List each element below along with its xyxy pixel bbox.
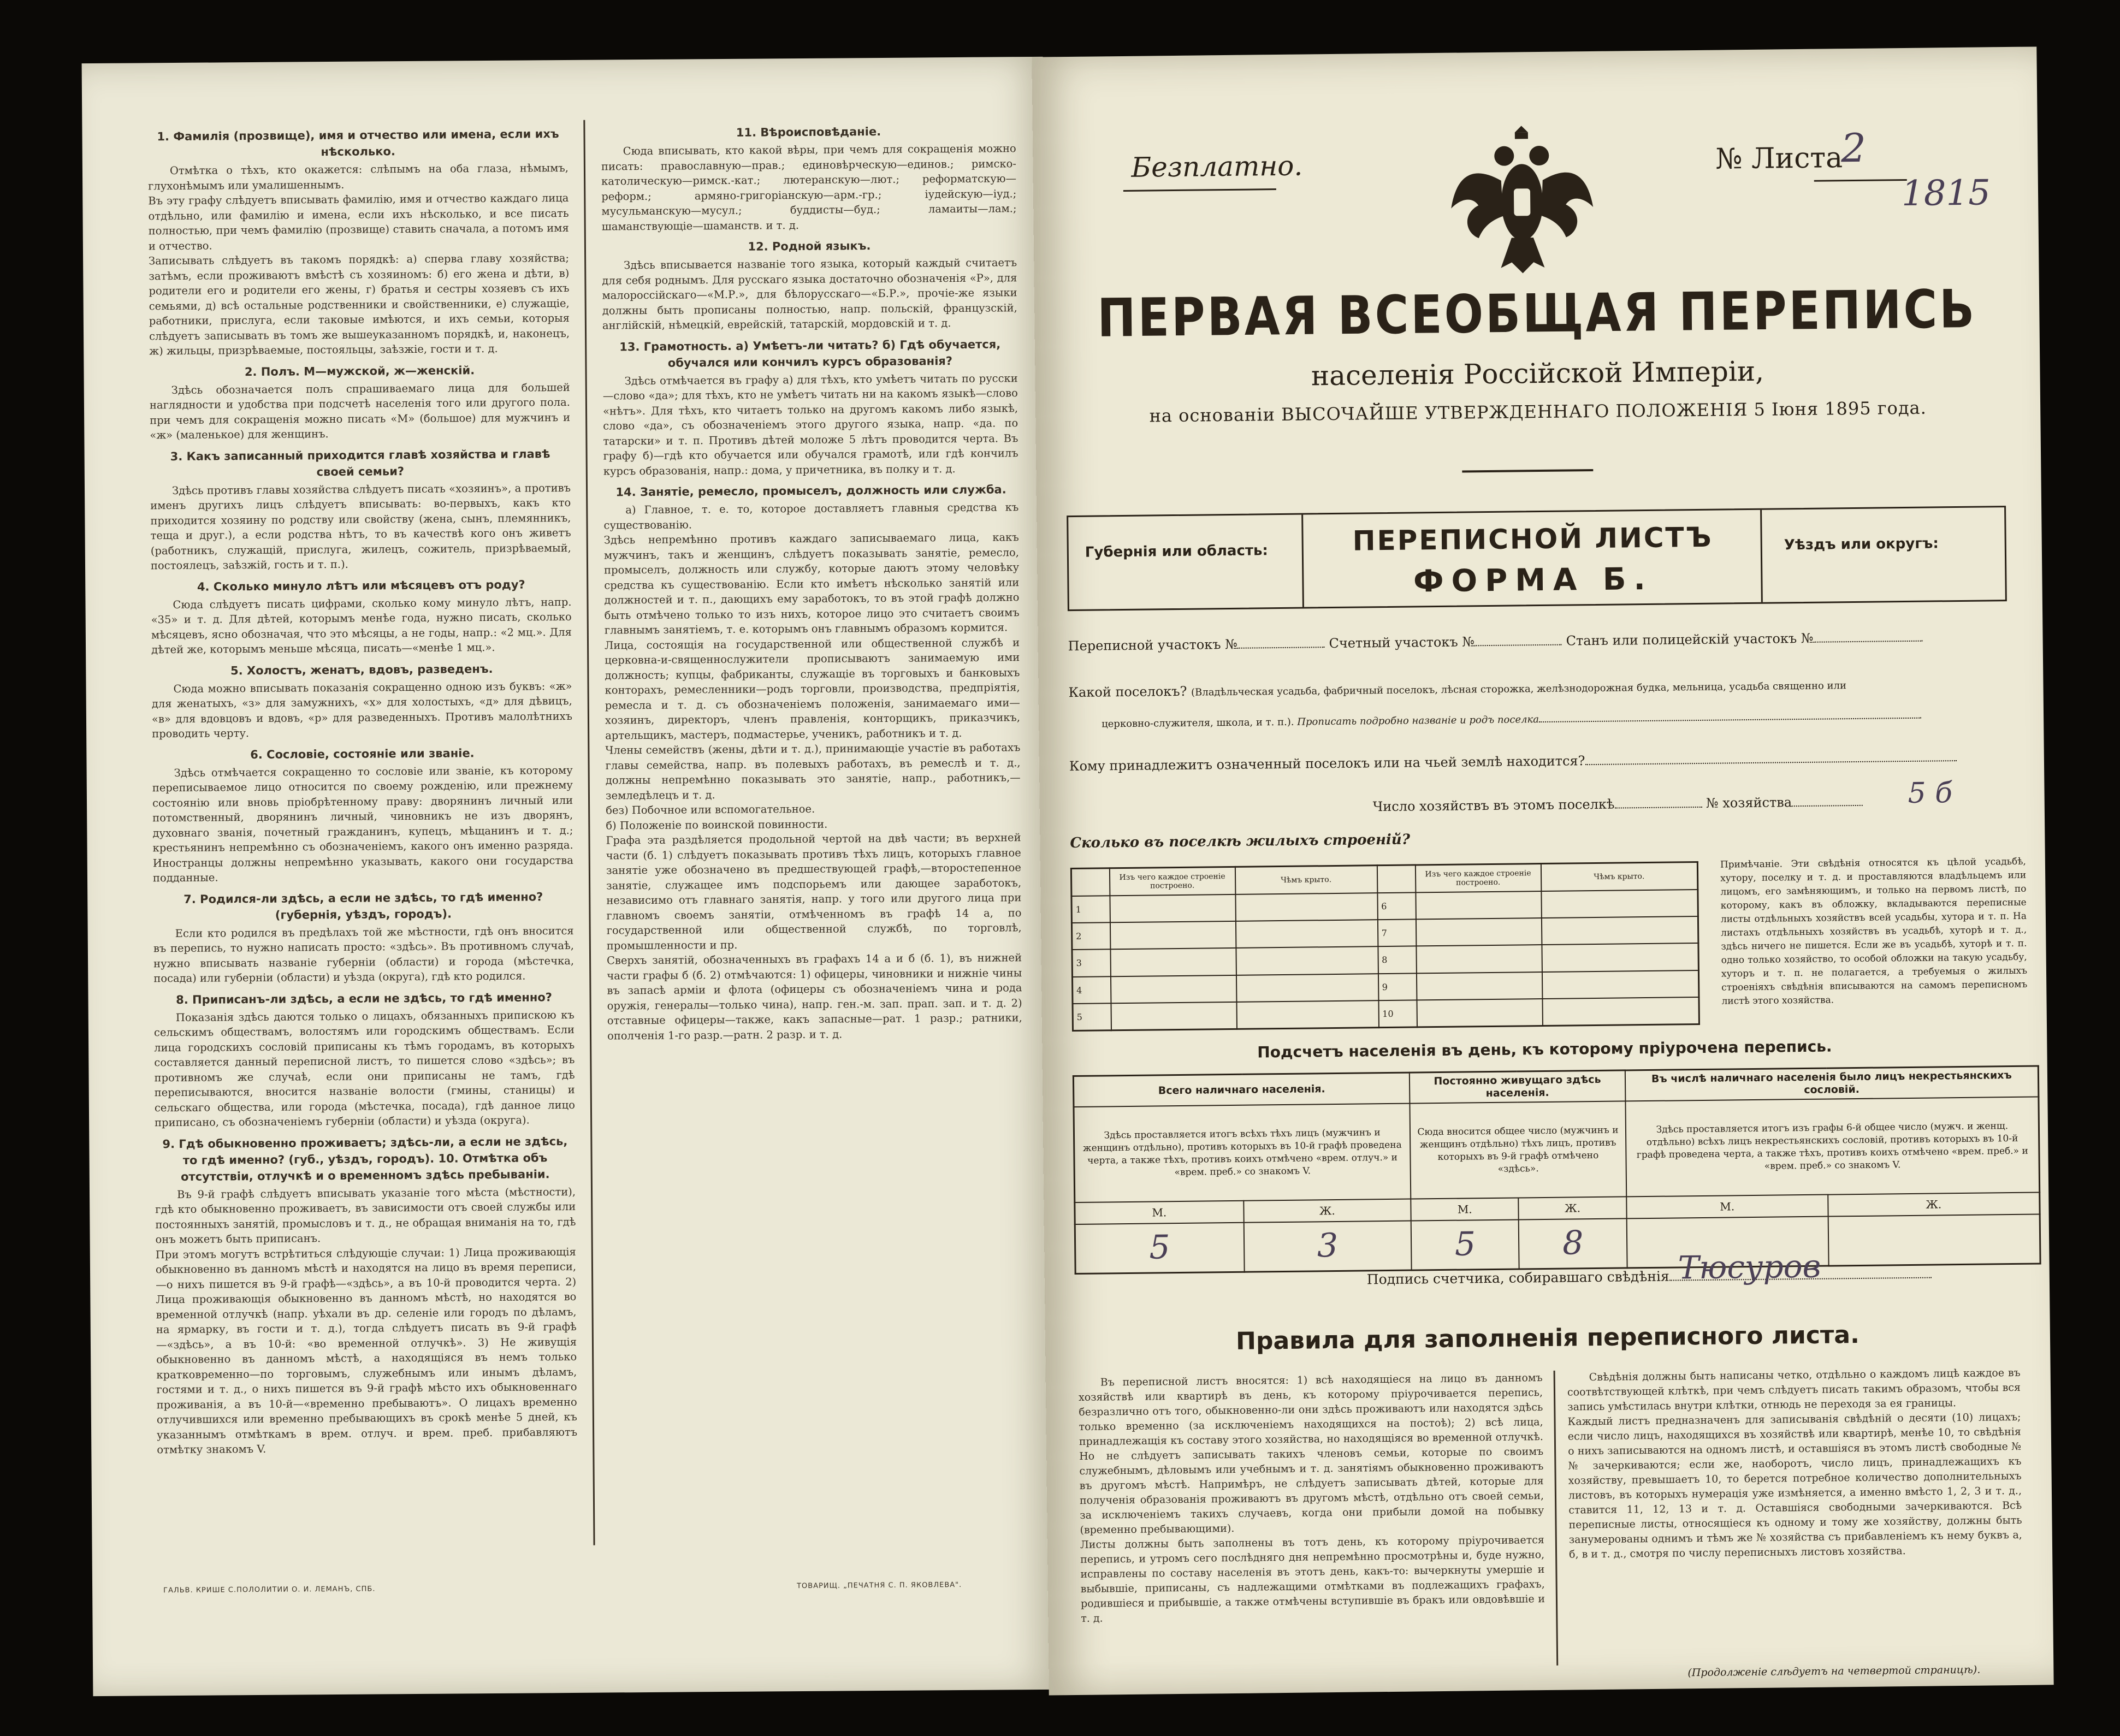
left-column-2 [601,117,1022,1046]
settlement-hint: (Владѣльческая усадьба, фабричный поселокъ, лѣсная сторожка, желѣзнодорожная будка, мельница, усадьба священно или [1191,680,1847,698]
section-heading: 1. Фамилія (прозвище), имя и отчество или имена, если ихъ нѣсколько. [157,127,559,159]
settlement-hint-3: Прописать подробно названіе и родъ поселка [1297,714,1539,728]
non-peasant-desc: Здѣсь проставляется итогъ изъ графы 6-й общее число (мужч. и женщ. отдѣльно) всѣхъ лицъ некрестьянскихъ сословій, противъ которыхъ въ 10-й графѣ проведена черта, а также тѣхъ, противъ коихъ отмѣчено «врем. преб.» и «врем. преб.» со знакомъ V. [1625,1097,2040,1197]
household-number-field[interactable] [1792,796,1863,807]
resident-population-header: Постоянно живущаго здѣсь населенія. [1410,1070,1625,1104]
building-roof-cell[interactable] [1542,997,1699,1026]
rules-column-2: Свѣдѣнія должны быть написаны четко, отдѣльно о каждомъ лицѣ каждое въ соотвѣтствующей клѣткѣ, при чемъ слѣдуетъ писать такимъ образомъ, чтобы вся запись умѣстилась внутри клѣтки, отнюдь не переходя за ея границы. Каждый листъ предназначенъ для записыванія свѣдѣній о десяти (10) лицахъ; если число лицъ, находящихся въ хозяйствѣ или квартирѣ, менѣе 10, то свѣдѣнія о нихъ записываются на одномъ листѣ, и оставшіяся въ этомъ листѣ свободные №№ зачеркиваются; если же, наоборотъ, число лицъ, принадлежащихъ къ хозяйству, превышаетъ 10, то берется потребное количество дополнительныхъ листовъ, въ которыхъ нумерація уже измѣняется, а именно вмѣсто 1, 2, 3 и т. д., ставится 11, 12, 13 и т. д. Оставшіяся свободными зачеркиваются. Всѣ переписные листы, относящіеся къ одному и тому же хозяйству, должны быть занумерованы однимъ и тѣмъ же № хозяйства съ прибавленіемъ къ нему буквъ а, б, в и т. д., смотря по числу переписныхъ листовъ хозяйства. [1567,1366,2022,1561]
police-district-field[interactable] [1813,632,1922,643]
section-heading: 8. Приписанъ-ли здѣсь, а если не здѣсь, то гдѣ именно? [176,990,552,1006]
non-peasant-female-value[interactable] [1828,1214,2040,1266]
uezd-label: Уѣздъ или округъ: [1784,535,1939,554]
building-roof-cell[interactable] [1235,920,1378,948]
counting-district-label: Счетный участокъ № [1329,634,1475,651]
population-table [1073,1065,2041,1275]
buildings-num-header [1071,868,1110,896]
section-body: Въ 9-й графѣ слѣдуетъ вписывать указаніе того мѣста (мѣстности), гдѣ кто обыкновенно проживаетъ, въ зависимости отъ своей службы или постоянныхъ занятій, промысловъ и т. д., не обращая вниманія на то, гдѣ онъ можетъ быть приписанъ. При этомъ могутъ встрѣтиться слѣдующіе случаи: 1) Лица проживающія обыкновенно въ данномъ мѣстѣ и находятся на лицо въ время переписи,—о нихъ пишется въ 9-й графѣ—«здѣсь», а въ 10-й проводится черта. 2) Лица проживающія обыкновенно въ данномъ мѣстѣ, но находятся во временной отлучкѣ (напр. уѣхали въ др. селеніе или городъ по дѣламъ, на ярмарку, въ гости и т. д.), тогда слѣдуетъ писать въ 9-й графѣ—«здѣсь», а въ 10-й: «во временной отлучкѣ». 3) Не живущія обыкновенно въ данномъ мѣстѣ, а находящіяся въ немъ только кратковременно—по торговымъ, служебнымъ или инымъ дѣламъ, гостями и т. д., о нихъ пишется въ 9-й графѣ мѣсто ихъ обыкновеннаго проживанія, а въ 10-й—«временно пребываютъ». О лицахъ временно отлучившихся или временно пребывающихъ въ срокѣ менѣе 5 дней, къ указаннымъ отмѣткамъ в врем. отлуч. и врем. преб. прибавляютъ отмѣтку знакомъ V. [155,1185,578,1456]
imperial-eagle-icon [1440,114,1605,280]
buildings-table-body [1071,890,1699,1031]
gubernia-cell [1068,515,1304,609]
building-number: 3 [1072,950,1111,977]
form-type: ФОРМА Б. [1413,561,1654,600]
building-roof-cell[interactable] [1236,1000,1379,1029]
census-district-label: Переписной участокъ № [1068,636,1238,654]
buildings-question: Сколько въ поселкѣ жилыхъ строеній? [1070,831,1411,852]
female-label: Ж. [1243,1199,1411,1223]
household-number-label: № хозяйства [1706,795,1792,811]
printer-footer-left: ГАЛЬВ. КРИШЕ С.ПОЛОЛИТИИ О. И. ЛЕМАНЪ, СПБ. [163,1585,376,1595]
column-divider [583,120,595,1545]
present-male-value[interactable]: 5 [1075,1223,1244,1273]
title-rule [1462,469,1593,473]
buildings-num-header-2 [1377,865,1416,893]
rules-column-1: Въ переписной листъ вносятся: 1) всѣ находящіеся на лицо въ данномъ хозяйствѣ или квартирѣ въ день, къ которому пріурочивается перепись, безразлично отъ того, обыкновенно-ли они здѣсь проживаютъ или находятся здѣсь только временно (за исключеніемъ находящихся на постоѣ); 2) всѣ лица, принадлежащія къ составу этого хозяйства, но находящіяся во временной отлучкѣ. Но не слѣдуетъ записывать такихъ членовъ семьи, которые по своимъ служебнымъ, дѣловымъ или учебнымъ и т. д. занятіямъ обыкновенно проживаютъ въ другомъ мѣстѣ. Напримѣръ, не слѣдуетъ записывать дѣтей, которые для полученія образованія проживаютъ въ другомъ мѣстѣ, отдѣльно отъ своей семьи, за исключеніемъ такихъ случаевъ, когда они прибыли домой на побывку (временно пребывающими). Листы должны быть заполнены въ тотъ день, къ которому пріурочивается перепись, и утромъ сего послѣдняго дня непремѣнно просмотрѣны и, буде нужно, исправлены по составу населенія въ этотъ день, какъ-то: вычеркнуты умершіе и выбывшіе, приписаны, съ надлежащими отмѣтками въ подлежащихъ графахъ, родившіеся и прибывшіе, а также отмѣчены вступившіе въ бракъ или овдовѣвшіе и т. д. [1078,1372,1545,1625]
building-material-cell[interactable] [1110,921,1236,950]
building-number: 7 [1377,919,1416,946]
resident-female-value[interactable]: 8 [1519,1218,1627,1269]
building-material-cell[interactable] [1416,972,1542,1000]
building-number: 1 [1071,896,1110,923]
population-count-heading: Подсчетъ населенія въ день, къ которому пріурочена перепись. [1257,1037,1832,1062]
male-label: М. [1411,1198,1519,1220]
building-number: 2 [1071,922,1110,950]
section-body: Здѣсь отмѣчается сокращенно то сословіе или званіе, къ которому переписываемое лицо относится по своему рожденію, или прежнему состоянію или вновь пріобрѣтенному праву: дворянинъ личный или потомственный, дворянинъ личный, чиновникъ не изъ дворянъ, духовнаго званія, почетный гражданинъ, купецъ, мѣщанинъ и т. д.; крестьянинъ непремѣнно съ обозначеніемъ, какого онъ именно разряда. Иностранцы должны непремѣнно указывать, какого они государства подданные. [152,763,573,885]
police-district-label: Станъ или полицейскій участокъ № [1566,630,1814,649]
settlement-label: Какой поселокъ? [1068,683,1187,701]
section-heading: 2. Полъ. М—мужской, ж—женскій. [244,363,475,378]
male-label: М. [1626,1195,1828,1219]
building-material-cell[interactable] [1416,918,1542,946]
present-female-value[interactable]: 3 [1243,1221,1412,1272]
households-count-field[interactable] [1614,798,1702,809]
non-peasant-header: Въ числѣ наличнаго населенія было лицъ некрестьянскихъ сословій. [1625,1066,2039,1101]
section-body: Показанія здѣсь даются только о лицахъ, обязанныхъ припискою къ сельскимъ обществамъ, волостямъ или городскимъ обществамъ. Если лица городскихъ сословій приписаны къ тѣмъ городамъ, въ которыхъ составляется данный переписной листъ, то пишется слово «здѣсь»; въ противномъ же случаѣ, если они приписаны не тамъ, гдѣ переписываются, вносится названіе волости (гмины, станицы) и сельскаго общества, или города (мѣстечка, посада), гдѣ данное лицо приписано, съ обозначеніемъ губерніи (области) и уѣзда (округа). [153,1008,575,1129]
section-body: Здѣсь обозначается полъ спрашиваемаго лица для большей наглядности и удобства при подсчетѣ населенія того или другого пола. при чемъ для сокращенія можно писать «М» (большое) для мужчинъ и «ж» (маленькое) для женщинъ. [149,381,571,442]
buildings-roof-header-2: Чѣмъ крыто. [1541,862,1698,891]
households-line [1373,794,1863,814]
building-material-cell[interactable] [1110,948,1236,976]
section-body: Сюда слѣдуетъ писать цифрами, сколько кому минуло лѣтъ, напр. «35» и т. д. Для дѣтей, которымъ менѣе года, нужно писать, сколько мѣсяцевъ, ясно обозначая, что это мѣсяцы, а не годы, напр.: «2 мц.». Для дѣтей же, которымъ меньше мѣсяца, писать—«менѣе 1 мц.». [151,595,572,656]
sheet-number-underline [1814,179,1907,182]
free-underline [1123,188,1276,192]
section-body: Здѣсь отмѣчается въ графу а) для тѣхъ, кто умѣетъ читать по русски—слово «да»; для тѣхъ, кто не умѣетъ читать ни на какомъ языкѣ—слово «нѣтъ». Для тѣхъ, кто читаетъ только на другомъ какомъ либо языкѣ, слово «да», съ обозначеніемъ этого другого языка, напр. «да. по татарски» и т. п. Противъ дѣтей моложе 5 лѣтъ проводится черта. Въ графу б)—гдѣ кто обучается или обучался грамотѣ, или гдѣ кончилъ курсъ образованія, напр.: дома, у причетника, въ полку и т. д. [602,371,1018,478]
section-heading: 9. Гдѣ обыкновенно проживаетъ; здѣсь-ли, а если не здѣсь, то гдѣ именно? (губ., уѣздъ, городъ). 10. Отмѣтка объ отсутствіи, отлучкѣ и о временномъ здѣсь пребываніи. [162,1134,568,1183]
building-number: 6 [1377,892,1416,920]
handwritten-household-number: 5 б [1908,777,1953,810]
settlement-field[interactable] [1539,709,1921,722]
owner-field[interactable] [1585,751,1956,765]
counting-district-field[interactable] [1474,636,1562,647]
handwritten-sheet-number: 2 [1840,125,1867,171]
owner-label: Кому принадлежитъ означенный поселокъ или на чьей землѣ находится? [1069,753,1585,774]
buildings-roof-header: Чѣмъ крыто. [1235,866,1377,894]
table-row [1073,997,1699,1030]
building-roof-cell[interactable] [1542,970,1699,999]
census-district-field[interactable] [1237,638,1325,649]
census-title: ПЕРВАЯ ВСЕОБЩАЯ ПЕРЕПИСЬ [1097,278,1977,349]
building-roof-cell[interactable] [1541,916,1698,945]
right-page [1032,46,2053,1695]
building-material-cell[interactable] [1417,999,1543,1027]
section-heading: 4. Сколько минуло лѣтъ или мѣсяцевъ отъ роду? [197,578,525,594]
section-heading: 14. Занятіе, ремесло, промыселъ, должность или служба. [615,483,1006,499]
settlement-line [1068,677,1846,700]
section-body: Сюда можно вписывать показанія сокращенно одною изъ буквъ: «ж» для женатыхъ, «з» для замужнихъ, «х» для холостыхъ, «д» для дѣвицъ, «в» для вдовцовъ и вдовъ, «р» для разведенныхъ. Противъ малолѣтнихъ проводить черту. [151,679,573,740]
section-heading: 12. Родной языкъ. [748,239,871,253]
resident-male-value[interactable]: 5 [1411,1219,1519,1270]
building-roof-cell[interactable] [1236,946,1378,975]
section-heading: 7. Родился-ли здѣсь, а если не здѣсь, то гдѣ именно? (губернія, уѣздъ, городъ). [183,890,543,922]
building-number: 9 [1378,973,1417,1000]
census-subtitle: населенія Россійской Имперіи, [1311,355,1764,392]
section-heading: 6. Сословіе, состояніе или званіе. [250,746,475,761]
building-material-cell[interactable] [1110,894,1236,922]
left-column-1 [147,120,577,1461]
building-number: 4 [1072,976,1111,1004]
buildings-table [1070,861,1700,1032]
handwritten-record-number: 1815 [1901,173,1991,215]
section-body: Если кто родился въ предѣлахъ той же мѣстности, гдѣ онъ вносится въ перепись, то нужно написать просто: «здѣсь». Въ противномъ случаѣ, нужно вписывать названіе губерніи (области) и города (мѣстечка, посада) или губерніи (области) и уѣзда (округа), гдѣ кто родился. [153,924,575,985]
building-roof-cell[interactable] [1236,974,1378,1002]
building-roof-cell[interactable] [1235,893,1378,921]
building-material-cell[interactable] [1416,945,1542,973]
female-label: Ж. [1828,1193,2040,1217]
sheet-number-label: № Листа [1715,141,1843,176]
present-population-header: Всего наличнаго населенія. [1073,1073,1410,1107]
rules-divider [1554,1371,1559,1666]
buildings-note: Примѣчаніе. Эти свѣдѣнія относятся къ цѣлой усадьбѣ, хутору, поселку и т. д. и проставляются владѣльцемъ или лицомъ, его замѣняющимъ, и только на первомъ листѣ, по которому, какъ въ обложку, вкладываются переписные листы отдѣльныхъ хозяйствъ всей усадьбы, хутора и т. п. На листахъ отдѣльныхъ хозяйствъ въ усадьбѣ, хуторѣ и т. д., здѣсь ничего не пишется. Если же въ усадьбѣ, хуторѣ и т. п. одно только хозяйство, то особой обложки на такую усадьбу, хуторъ и т. п. не полагается, а требуемыя о жилыхъ строеніяхъ свѣдѣнія вписываются на самомъ переписномъ листѣ этого хозяйства. [1720,856,2028,1007]
section-body: а) Главное, т. е. то, которое доставляетъ главныя средства къ существованію. Здѣсь непремѣнно противъ каждаго записываемаго лица, какъ мужчинъ, такъ и женщинъ, слѣдуетъ показывать занятіе, ремесло, промыселъ, должность или службу, которые даютъ этому человѣку средства къ существованію. Если кто имѣетъ нѣсколько занятій или должностей и т. п., дающихъ ему заработокъ, то въ этой графѣ должно быть отмѣчено только то изъ нихъ, которое лицо это считаетъ своимъ главнымъ занятіемъ, т. е. которымъ онъ главнымъ образомъ кормится. Лица, состоящія на государственной или общественной службѣ и церковна-и-священнослужители прописываютъ занимаемую ими должность; купцы, фабриканты, служащіе въ торговыхъ и банковыхъ конторахъ, ремесленники—родъ торговли, производства, предпріятія, ремесла и т. д. съ обозначеніемъ положенія, занимаемаго ими—хозяинъ, директоръ, членъ правленія, конторщикъ, приказчикъ, артельщикъ, мастеръ, подмастерье, ученикъ, работникъ и т. д. Члены семействъ (жены, дѣти и т. д.), принимающіе участіе въ работахъ главы семейства, напр. въ полевыхъ работахъ, въ ремеслѣ и т. д., должны непремѣнно показывать это занятіе, напр., работникъ,—земледѣлецъ и т. д. без) Побочное или вспомогательное. б) Положеніе по воинской повинности. Графа эта раздѣляется продольной чертой на двѣ части; въ верхней части (б. 1) слѣдуетъ показывать противъ тѣхъ лицъ, которыхъ главное занятіе уже обозначено въ предшествующей графѣ,—второстепенное занятіе, служащее имъ подспорьемъ или дающее заработокъ, независимо отъ главнаго занятія, напр. у того или другого лица при главномъ своемъ занятіи, отмѣченномъ въ графѣ 14 а, по государственной или общественной службѣ, по торговлѣ, промышленности и пр. Сверхъ занятій, обозначенныхъ въ графахъ 14 а и б (б. 1), въ нижней части графы б (б. 2) отмѣчаются: 1) офицеры, чиновники и нижніе чины въ запасѣ арміи и флота (офицеры съ обозначеніемъ чина и рода оружія, генералы—только чина), напр. ген.-м. зап. прап. зап. и т. д. 2) отставные офицеры—также, какъ запасные—рат. 1 разр.; ратники, ополченія 1-го разр.—ратн. 2 разр. и т. д. [603,501,1022,1042]
section-body: Здѣсь противъ главы хозяйства слѣдуетъ писать «хозяинъ», а противъ именъ другихъ лицъ слѣдуетъ вписывать: во-первыхъ, какъ кто приходится хозяину по родству или свойству (жена, сынъ, племянникъ, теща и друг.), а если родства нѣтъ, то въ качествѣ кого онъ живетъ (работникъ, служащій, прислуга, жилецъ, сожитель, призрѣваемый, постоялецъ, заѣзжій, гость и т. п.). [150,481,571,572]
settlement-hint-2: церковно-служителя, школа, и т. п.). [1102,716,1294,730]
male-label: М. [1075,1201,1243,1224]
building-number: 5 [1073,1003,1111,1030]
section-body: Отмѣтка о тѣхъ, кто окажется: слѣпымъ на оба глаза, нѣмымъ, глухонѣмымъ или умалишеннымъ. Въ эту графу слѣдуетъ вписывать фамилію, имя и отчество каждаго лица отдѣльно, или фамилію и имена, если ихъ нѣсколько, и все писать полностью, при чемъ фамилію (прозвище) ставить сначала, а потомъ имя и отчество. Записывать слѣдуетъ въ такомъ порядкѣ: а) сперва главу хозяйства; затѣмъ, если проживаютъ вмѣстѣ съ хозяиномъ: б) его жена и дѣти, в) родители его и родители его жены, г) братья и сестры хозяевъ съ ихъ семьями, д) всѣ остальные родственники и свойственники, е) служащіе, работники, прислуга, если таковые имѣются, и ихъ семьи, которыя слѣдуетъ записывать въ томъ же вышеуказанномъ порядкѣ, и, наконецъ, ж) жильцы, призрѣваемые, постояльцы, заѣзжіе, гости и т. д. [148,161,570,358]
continued-note: (Продолженіе слѣдуетъ на четвертой страницѣ). [1687,1663,1981,1679]
gubernia-label: Губернія или область: [1085,542,1268,561]
section-heading: 3. Какъ записанный приходится главѣ хозяйства и главѣ своей семьи? [170,447,550,478]
section-heading: 5. Холостъ, женатъ, вдовъ, разведенъ. [230,662,493,677]
settlement-hint-line [1102,709,1921,730]
building-material-cell[interactable] [1416,891,1542,920]
section-heading: 13. Грамотность. а) Умѣетъ-ли читать? б) Гдѣ обучается, обучался или кончилъ курсъ образованія? [619,337,1001,370]
buildings-material-header: Изъ чего каждое строеніе построено. [1109,867,1235,895]
census-decree: на основаніи ВЫСОЧАЙШЕ УТВЕРЖДЕННАГО ПОЛОЖЕНІЯ 5 Іюня 1895 года. [1149,397,1927,426]
building-number: 10 [1378,1000,1417,1027]
section-body: Сюда вписывать, кто какой вѣры, при чемъ для сокращенія можно писать: православную—прав.; единовѣрческую—единов.; римско-католическую—римск.-кат.; лютеранскую—лют.; реформатскую—реформ.; армяно-григоріанскую—арм.-гр.; іудейскую—іуд.; мусульманскую—мусул.; буддисты—буд.; ламаиты—лам.; шаманствующіе—шаманств. и т. д. [601,142,1017,233]
printer-footer-right: ТОВАРИЩ. „ПЕЧАТНЯ С. П. ЯКОВЛЕВА". [797,1580,962,1591]
left-page [82,57,1055,1696]
resident-population-desc: Сюда вносится общее число (мужчинъ и женщинъ отдѣльно) тѣхъ лицъ, противъ которыхъ въ 9-й графѣ отмѣчено «здѣсь». [1410,1101,1626,1199]
free-label: Безплатно. [1131,150,1303,183]
signature-label-text: Подпись счетчика, собиравшаго свѣдѣнія [1366,1268,1669,1288]
building-roof-cell[interactable] [1541,890,1698,918]
building-material-cell[interactable] [1111,1002,1237,1030]
building-material-cell[interactable] [1110,975,1236,1004]
rules-title: Правила для заполненія переписного листа. [1235,1320,1860,1355]
owner-line [1069,749,1957,774]
female-label: Ж. [1519,1196,1627,1219]
section-heading: 11. Вѣроисповѣданіе. [736,125,881,139]
building-roof-cell[interactable] [1542,943,1699,971]
form-title: ПЕРЕПИСНОЙ ЛИСТЪ [1352,521,1713,557]
handwritten-signature: Тюсуров [1678,1247,1821,1287]
building-number: 8 [1378,946,1417,974]
households-count-label: Число хозяйствъ въ этомъ поселкѣ [1372,796,1615,815]
form-header-box [1067,506,2007,611]
buildings-material-header-2: Изъ чего каждое строеніе построено. [1415,864,1541,892]
district-fields-line [1068,630,1922,654]
section-body: Здѣсь вписывается названіе того языка, который каждый считаетъ для себя роднымъ. Для русскаго языка достаточно обозначенія «Р», для малороссійскаго—«М.Р.», для бѣлорусскаго—«Б.Р.», прочіе-же языки должны быть прописаны полностью, напр. польскій, французскій, англійскій, нѣмецкій, еврейскій, татарскій, мордовскій и т. д. [602,256,1017,332]
present-population-desc: Здѣсь проставляется итогъ всѣхъ тѣхъ лицъ (мужчинъ и женщинъ отдѣльно), противъ которыхъ въ 10-й графѣ проведена черта, а также тѣхъ, противъ коихъ отмѣчено «врем. отлуч.» и «врем. преб.» со знакомъ V. [1074,1104,1411,1202]
